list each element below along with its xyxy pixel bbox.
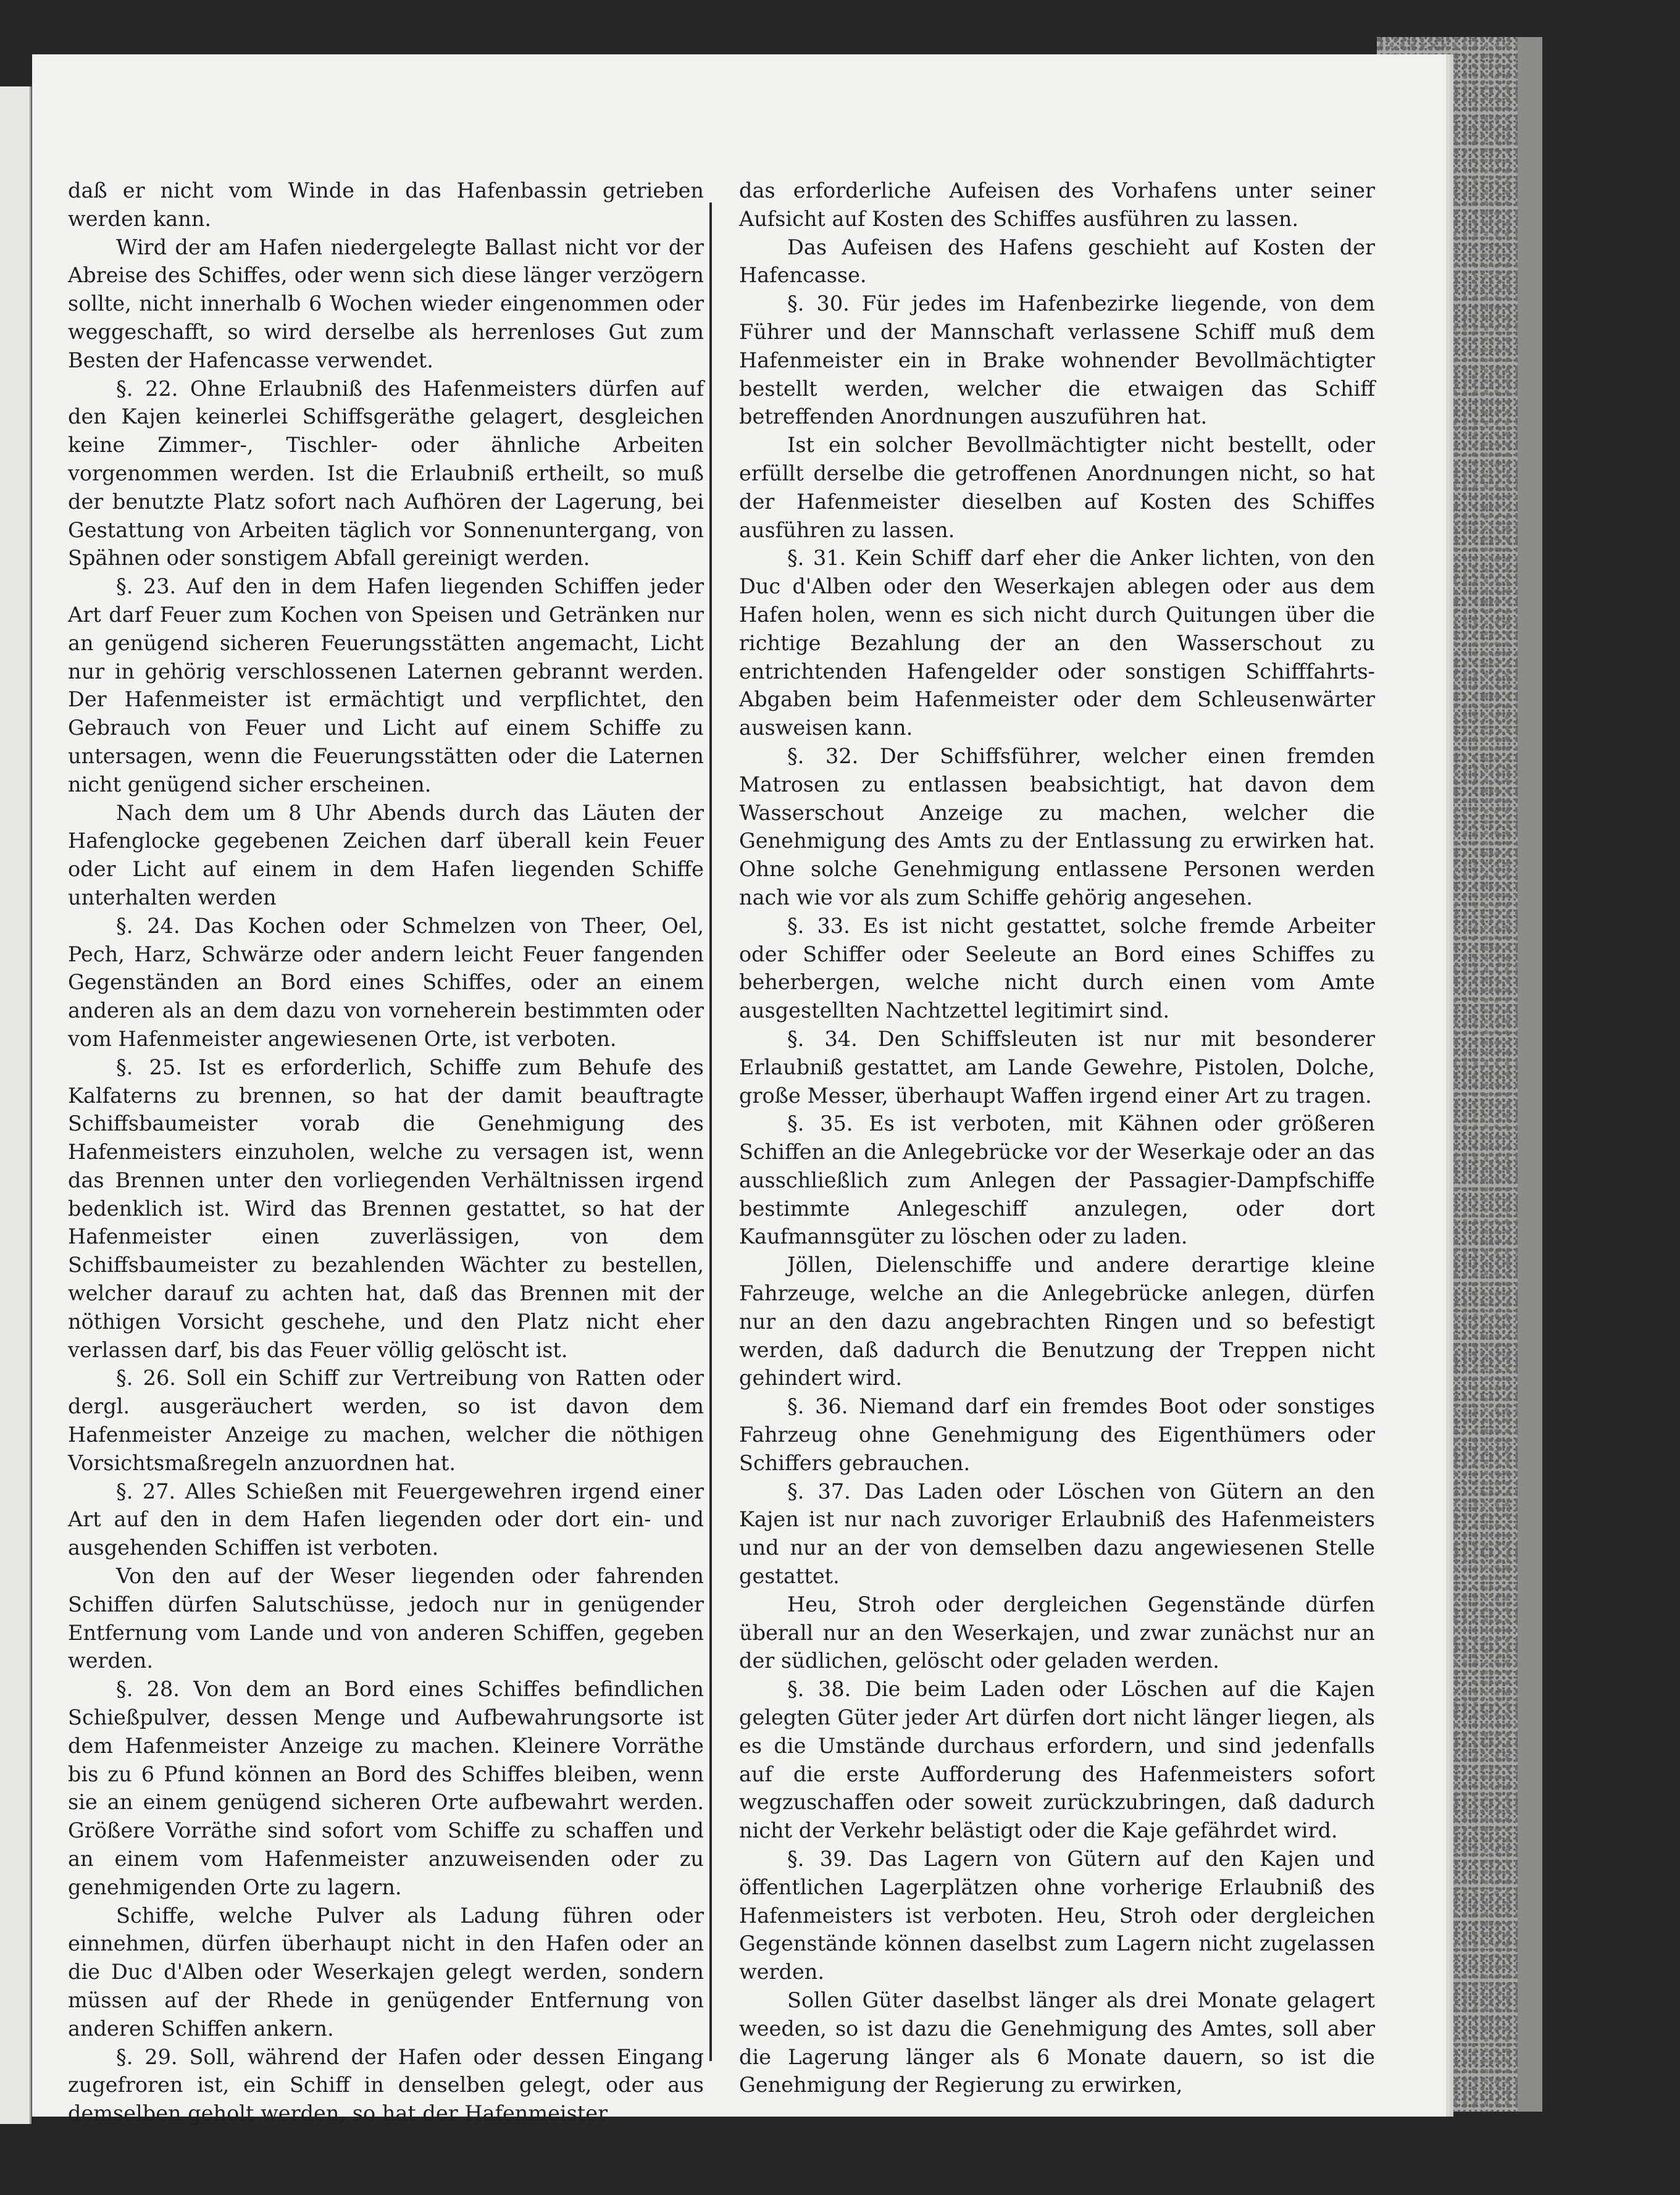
left-paragraph-12: §. 29. Soll, während der Hafen oder dessen Eingang zugefroren ist, ein Schiff in denselben gelegt, oder aus demselben geholt werden, so hat der Hafenmeister bbox=[68, 2044, 704, 2126]
left-paragraph-5: §. 24. Das Kochen oder Schmelzen von Theer, Oel, Pech, Harz, Schwärze oder andern leicht Feuer fangenden Gegenständen an Bord eines Schiffes, oder an einem anderen als an dem dazu von vorneherein bestimmten oder vom Hafenmeister angewiesenen Orte, ist verboten. bbox=[68, 913, 704, 1051]
right-paragraph-8: §. 35. Es ist verboten, mit Kähnen oder größeren Schiffen an die Anlegebrücke vor der Weserkaje oder an das ausschließlich zum Anlegen der Passagier-Dampfschiffe bestimmte Anlegeschiff anzulegen, oder dort Kaufmannsgüter zu löschen oder zu laden. bbox=[739, 1111, 1375, 1249]
left-paragraph-4: Nach dem um 8 Uhr Abends durch das Läuten der Hafenglocke gegebenen Zeichen darf überall kein Feuer oder Licht auf einem in dem Hafen liegenden Schiffe unterhalten werden bbox=[68, 800, 704, 909]
right-paragraph-9: Jöllen, Dielenschiffe und andere derartige kleine Fahrzeuge, welche an die Anlegebrücke anlegen, dürfen nur an den dazu angebrachten Ringen und so befestigt werden, daß dadurch die Benutzung der Treppen nicht gehindert wird. bbox=[739, 1253, 1375, 1390]
right-text-column bbox=[739, 177, 1375, 2099]
right-paragraph-6: §. 33. Es ist nicht gestattet, solche fremde Arbeiter oder Schiffer oder Seeleute an Bord eines Schiffes zu beherbergen, welche nicht durch einen vom Amte ausgestellten Nachtzettel legitimirt sind. bbox=[739, 913, 1375, 1023]
right-paragraph-5: §. 32. Der Schiffsführer, welcher einen fremden Matrosen zu entlassen beabsichtigt, hat davon dem Wasserschout Anzeige zu machen, welcher die Genehmigung des Amts zu der Entlassung zu erwirken hat. Ohne solche Genehmigung entlassene Personen werden nach wie vor als zum Schiffe gehörig angesehen. bbox=[739, 743, 1375, 909]
left-paragraph-0: daß er nicht vom Winde in das Hafenbassin getrieben werden kann. bbox=[68, 178, 704, 231]
right-paragraph-10: §. 36. Niemand darf ein fremdes Boot oder sonstiges Fahrzeug ohne Genehmigung des Eigenthümers oder Schiffers gebrauchen. bbox=[739, 1394, 1375, 1475]
right-paragraph-14: §. 39. Das Lagern von Gütern auf den Kajen und öffentlichen Lagerplätzen ohne vorherige Erlaubniß des Hafenmeisters ist verboten. Heu, Stroh oder dergleichen Gegenstände können daselbst zum Lagern nicht zugelassen werden. bbox=[739, 1847, 1375, 1984]
left-paragraph-7: §. 26. Soll ein Schiff zur Vertreibung von Ratten oder dergl. ausgeräuchert werden, so ist davon dem Hafenmeister Anzeige zu machen, welcher die nöthigen Vorsichtsmaßregeln anzuordnen hat. bbox=[68, 1366, 704, 1475]
left-paragraph-1: Wird der am Hafen niedergelegte Ballast nicht vor der Abreise des Schiffes, oder wenn sich diese länger verzögern sollte, nicht innerhalb 6 Wochen wieder eingenommen oder weggeschafft, so wird derselbe als herrenloses Gut zum Besten der Hafencasse verwendet. bbox=[68, 235, 704, 372]
right-paragraph-2: §. 30. Für jedes im Hafenbezirke liegende, von dem Führer und der Mannschaft verlassene Schiff muß dem Hafenmeister ein in Brake wohnender Bevollmächtigter bestellt werden, welcher die etwaigen das Schiff betreffenden Anordnungen auszuführen hat. bbox=[739, 291, 1375, 429]
left-paragraph-9: Von den auf der Weser liegenden oder fahrenden Schiffen dürfen Salutschüsse, jedoch nur in genügender Entfernung vom Lande und von anderen Schiffen, gegeben werden. bbox=[68, 1564, 704, 1673]
left-text-column bbox=[68, 177, 704, 2128]
right-paragraph-4: §. 31. Kein Schiff darf eher die Anker lichten, von den Duc d'Alben oder den Weserkajen ablegen oder aus dem Hafen holen, wenn es sich nicht durch Quitungen über die richtige Bezahlung der an den Wasserschout zu entrichtenden Hafengelder oder sonstigen Schifffahrts-Abgaben beim Hafenmeister oder dem Schleusenwärter ausweisen kann. bbox=[739, 546, 1375, 740]
right-paragraph-1: Das Aufeisen des Hafens geschieht auf Kosten der Hafencasse. bbox=[739, 235, 1375, 288]
right-paragraph-13: §. 38. Die beim Laden oder Löschen auf die Kajen gelegten Güter jeder Art dürfen dort nicht länger liegen, als es die Umstände durchaus erfordern, und sind jedenfalls auf die erste Aufforderung des Hafenmeisters sofort wegzuschaffen oder soweit zurückzubringen, daß dadurch nicht der Verkehr belästigt oder die Kaje gefährdet wird. bbox=[739, 1677, 1375, 1843]
left-paragraph-6: §. 25. Ist es erforderlich, Schiffe zum Behufe des Kalfaterns zu brennen, so hat der damit beauftragte Schiffsbaumeister vorab die Genehmigung des Hafenmeisters einzuholen, welche zu versagen ist, wenn das Brennen unter den vorliegenden Verhältnissen irgend bedenklich ist. Wird das Brennen gestattet, so hat der Hafenmeister einen zuverlässigen, von dem Schiffsbaumeister zu bezahlenden Wächter zu bestellen, welcher darauf zu achten hat, daß das Brennen mit der nöthigen Vorsicht geschehe, und den Platz nicht eher verlassen darf, bis das Feuer völlig gelöscht ist. bbox=[68, 1055, 704, 1362]
right-paragraph-15: Sollen Güter daselbst länger als drei Monate gelagert weeden, so ist dazu die Genehmigung des Amtes, soll aber die Lagerung länger als 6 Monate dauern, so ist die Genehmigung der Regierung zu erwirken, bbox=[739, 1988, 1375, 2097]
right-paragraph-0: das erforderliche Aufeisen des Vorhafens unter seiner Aufsicht auf Kosten des Schiffes ausführen zu lassen. bbox=[739, 178, 1375, 231]
right-paragraph-11: §. 37. Das Laden oder Löschen von Gütern an den Kajen ist nur nach zuvoriger Erlaubniß des Hafenmeisters und nur an der von demselben dazu angewiesenen Stelle gestattet. bbox=[739, 1479, 1375, 1589]
right-paragraph-3: Ist ein solcher Bevollmächtigter nicht bestellt, oder erfüllt derselbe die getroffenen Anordnungen nicht, so hat der Hafenmeister dieselben auf Kosten des Schiffes ausführen zu lassen. bbox=[739, 433, 1375, 542]
right-paragraph-12: Heu, Stroh oder dergleichen Gegenstände dürfen überall nur an den Weserkajen, und zwar zunächst nur an der südlichen, gelöscht oder geladen werden. bbox=[739, 1592, 1375, 1673]
book-page bbox=[32, 54, 1446, 2126]
column-divider bbox=[709, 203, 712, 2061]
left-paragraph-8: §. 27. Alles Schießen mit Feuergewehren irgend einer Art auf den in dem Hafen liegenden oder dort ein- und ausgehenden Schiffen ist verboten. bbox=[68, 1479, 704, 1560]
right-paragraph-7: §. 34. Den Schiffsleuten ist nur mit besonderer Erlaubniß gestattet, am Lande Gewehre, Pistolen, Dolche, große Messer, überhaupt Waffen irgend einer Art zu tragen. bbox=[739, 1026, 1375, 1108]
left-paragraph-11: Schiffe, welche Pulver als Ladung führen oder einnehmen, dürfen überhaupt nicht in den Hafen oder an die Duc d'Alben oder Weserkajen gelegt werden, sondern müssen auf der Rhede in genügender Entfernung von anderen Schiffen ankern. bbox=[68, 1903, 704, 2041]
cover-board-edge bbox=[1518, 37, 1542, 2112]
left-paragraph-2: §. 22. Ohne Erlaubniß des Hafenmeisters dürfen auf den Kajen keinerlei Schiffsgeräthe gelagert, desgleichen keine Zimmer-, Tischler- oder ähnliche Arbeiten vorgenommen werden. Ist die Erlaubniß ertheilt, so muß der benutzte Platz sofort nach Aufhören der Lagerung, bei Gestattung von Arbeiten täglich vor Sonnenuntergang, von Spähnen oder sonstigem Abfall gereinigt werden. bbox=[68, 376, 704, 571]
left-paragraph-10: §. 28. Von dem an Bord eines Schiffes befindlichen Schießpulver, dessen Menge und Aufbewahrungsorte ist dem Hafenmeister Anzeige zu machen. Kleinere Vorräthe bis zu 6 Pfund können an Bord des Schiffes bleiben, wenn sie an einem genügend sicheren Orte aufbewahrt werden. Größere Vorräthe sind sofort vom Schiffe zu schaffen und an einem vom Hafenmeister anzuweisenden oder zu genehmigenden Orte zu lagern. bbox=[68, 1677, 704, 1899]
left-page-edge bbox=[0, 86, 31, 2124]
left-paragraph-3: §. 23. Auf den in dem Hafen liegenden Schiffen jeder Art darf Feuer zum Kochen von Speisen und Getränken nur an genügend sicheren Feuerungsstätten angemacht, Licht nur in gehörig verschlossenen Laternen gebrannt werden. Der Hafenmeister ist ermächtigt und verpflichtet, den Gebrauch von Feuer und Licht auf einem Schiffe zu untersagen, wenn die Feuerungsstätten oder die Laternen nicht genügend sicher erscheinen. bbox=[68, 574, 704, 796]
